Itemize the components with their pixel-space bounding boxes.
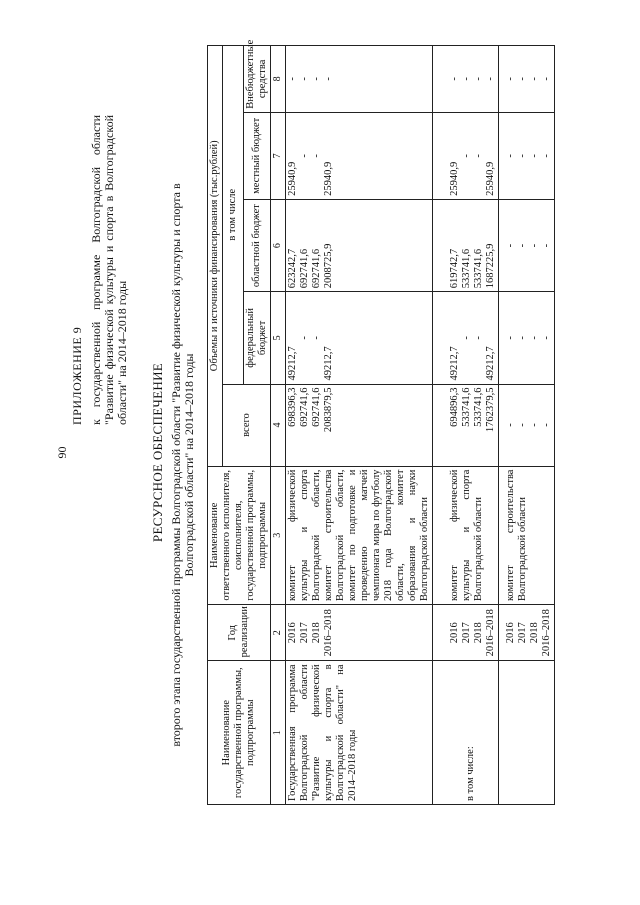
document-heading: РЕСУРСНОЕ ОБЕСПЕЧЕНИЕ <box>150 362 165 543</box>
including-label: в том числе: <box>465 746 476 801</box>
header-including: в том числе <box>223 46 244 385</box>
local-cell: 25940,9 - - 25940,9 <box>286 112 433 199</box>
program-name: Государственная программа Волгоградской области "Развитие физической культуры и спорта в Волгоградской области" на 2014–2018 годы <box>286 661 433 805</box>
regional-cell: 623242,7 692741,6 692741,6 2008725,9 <box>286 199 433 291</box>
including-cell <box>433 661 499 805</box>
col-number: 4 <box>271 384 286 466</box>
table-row <box>499 46 555 805</box>
extra-cell: - - - - <box>499 46 555 113</box>
local-cell: - - - - <box>499 112 555 199</box>
executor-cell: комитет строительства Волгоградской области <box>499 466 555 604</box>
document-subheading: второго этапа государственной программы Волгоградской области "Развитие физической культуры и спорта в Волгоградской области" на 2014–2018 годы <box>169 183 196 747</box>
header-federal: федеральный бюджет <box>244 292 271 384</box>
header-local: местный бюджет <box>244 112 271 199</box>
col-number: 5 <box>271 292 286 384</box>
header-regional: областной бюджет <box>244 199 271 291</box>
local-cell: 25940,9 - - 25940,9 <box>433 112 499 199</box>
col-number: 6 <box>271 199 286 291</box>
extra-cell: - - - - <box>286 46 433 113</box>
header-total: всего <box>223 384 271 466</box>
resources-table <box>207 39 555 805</box>
total-cell: 698396,3 692741,6 692741,6 2083879,5 <box>286 384 433 466</box>
extra-cell: - - - - <box>433 46 499 113</box>
col-number: 3 <box>271 466 286 604</box>
regional-cell: 619742,7 533741,6 533741,6 1687225,9 <box>433 199 499 291</box>
header-program-name: Наименование государственной программы, подпрограммы <box>208 661 271 805</box>
header-volumes: Объемы и источники финансирования (тыс.рублей) <box>208 46 223 467</box>
executor-cell: комитет физической культуры и спорта Волгоградской области <box>433 466 499 604</box>
table-row <box>286 46 433 805</box>
federal-cell: - - - - <box>499 292 555 384</box>
years-cell: 2016 2017 2018 2016–2018 <box>286 605 433 661</box>
col-number: 2 <box>271 605 286 661</box>
federal-cell: 49212,7 - - 49212,7 <box>286 292 433 384</box>
regional-cell: - - - - <box>499 199 555 291</box>
table-row <box>433 46 499 805</box>
col-number: 8 <box>271 46 286 113</box>
page-number: 90 <box>55 446 69 459</box>
total-cell: - - - - <box>499 384 555 466</box>
header-year: Год реализации <box>208 605 271 661</box>
appendix-reference: к государственной программе Волгоградской области "Развитие физической культуры и спорта в Волгоградской области" на 2014–2018 годы <box>89 115 129 425</box>
header-extra: Внебюджетные средства <box>244 46 271 113</box>
federal-cell: 49212,7 - - 49212,7 <box>433 292 499 384</box>
col-number: 7 <box>271 112 286 199</box>
col-number: 1 <box>271 661 286 805</box>
total-cell: 694896,3 533741,6 533741,6 1762379,5 <box>433 384 499 466</box>
header-executor: Наименование ответственного исполнителя, соисполнителя, государственной программы, подпрограммы <box>208 466 271 604</box>
executor-cell: комитет физической культуры и спорта Волгоградской области, комитет строительства Волгоградской области, комитет по подготовке и проведению матчей чемпионата мира по футболу 2018 года Волгоградской области, комитет образования и науки Волгоградской области <box>286 466 433 604</box>
appendix-title: ПРИЛОЖЕНИЕ 9 <box>70 326 84 425</box>
years-cell: 2016 2017 2018 2016–2018 <box>499 605 555 661</box>
years-cell: 2016 2017 2018 2016–2018 <box>433 605 499 661</box>
